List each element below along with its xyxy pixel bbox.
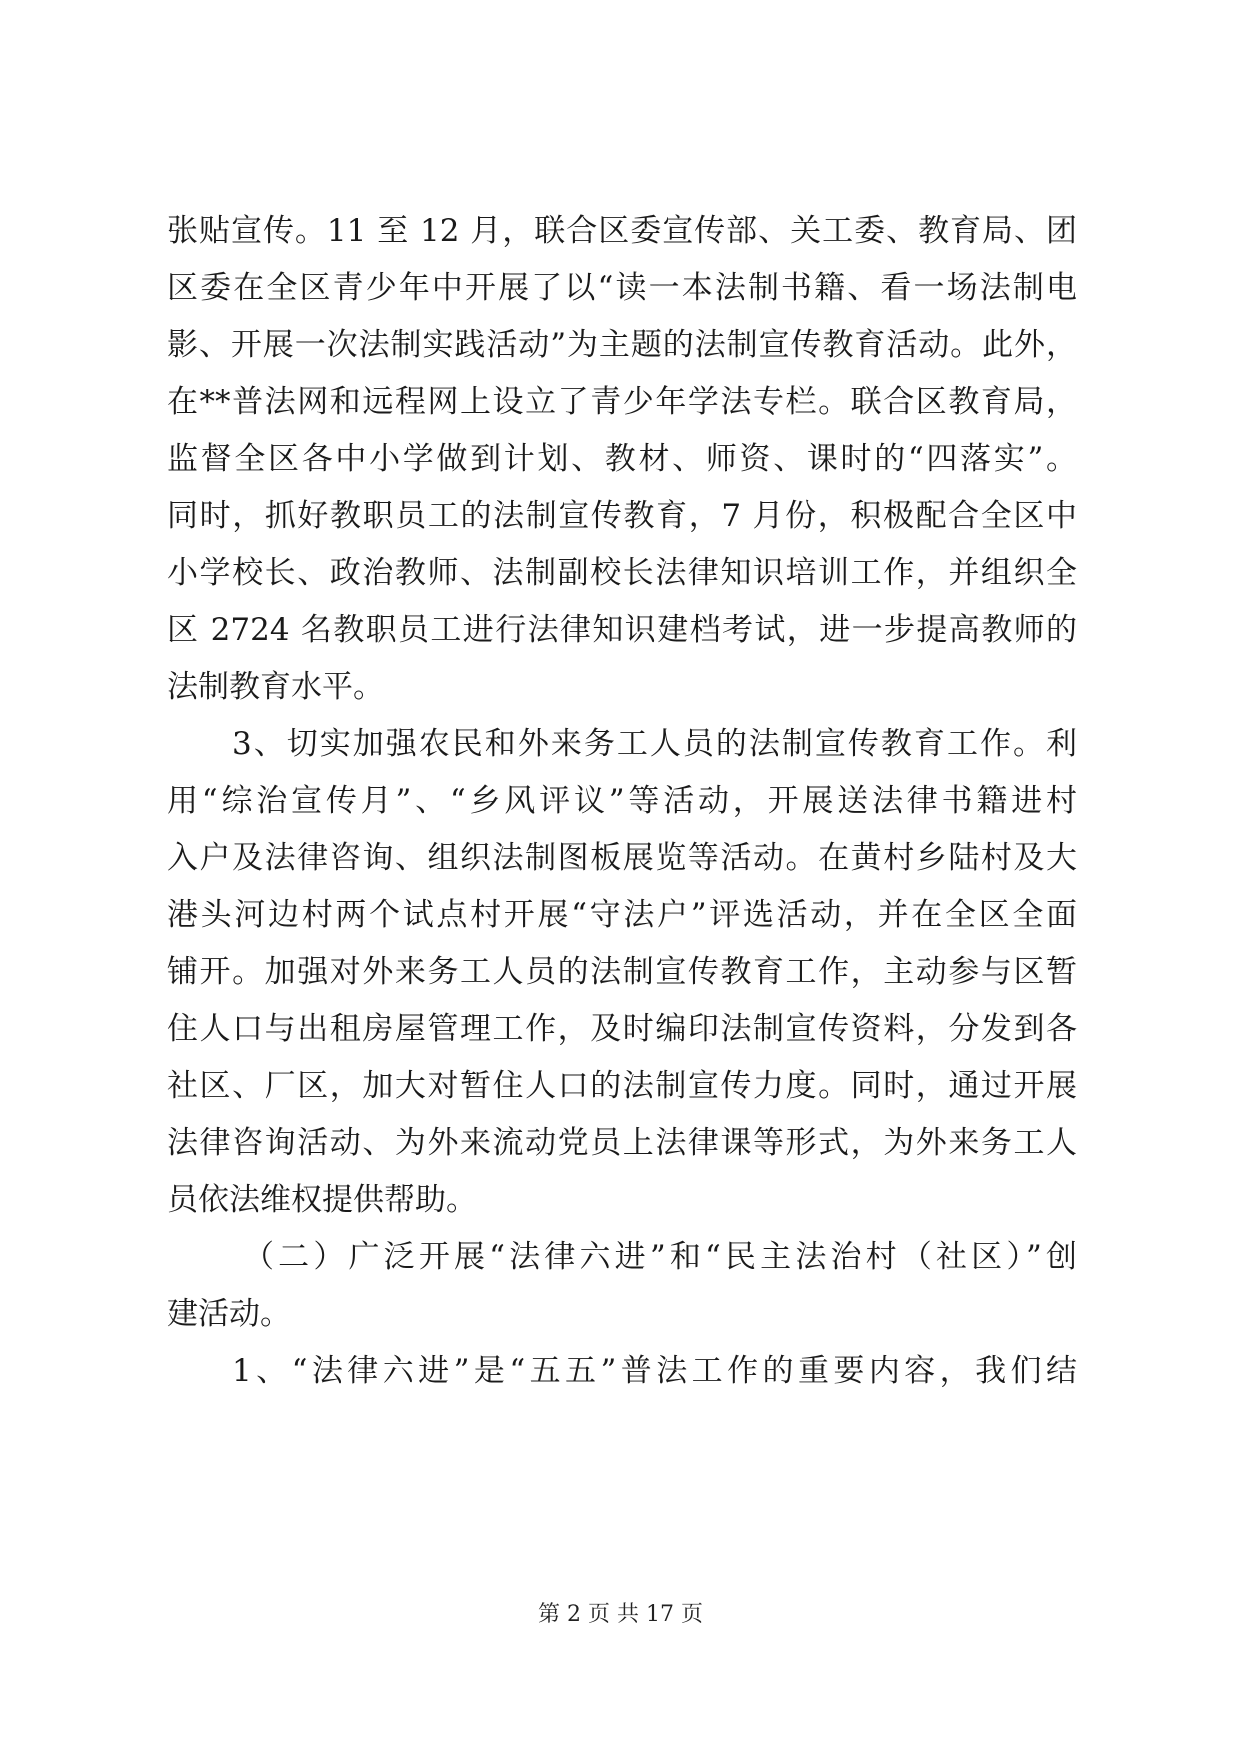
text-line: 港头河边村两个试点村开展“守法户”评选活动，并在全区全面 [167,897,1077,933]
text-line: 监督全区各中小学做到计划、教材、师资、课时的“四落实”。 [167,441,1077,477]
text-line: 小学校长、政治教师、法制副校长法律知识培训工作，并组织全 [167,555,1077,591]
paragraph-start-line: 3、切实加强农民和外来务工人员的法制宣传教育工作。利 [232,726,1077,762]
section-heading-line: 建活动。 [167,1296,291,1332]
text-line: 铺开。加强对外来务工人员的法制宣传教育工作，主动参与区暂 [167,954,1077,990]
paragraph-start-line: 1、“法律六进”是“五五”普法工作的重要内容，我们结 [232,1353,1077,1389]
text-line: 法制教育水平。 [167,669,384,705]
text-line: 在**普法网和远程网上设立了青少年学法专栏。联合区教育局， [167,384,1077,420]
text-line: 法律咨询活动、为外来流动党员上法律课等形式，为外来务工人 [167,1125,1077,1161]
text-line: 社区、厂区，加大对暂住人口的法制宣传力度。同时，通过开展 [167,1068,1077,1104]
text-line: 同时，抓好教职员工的法制宣传教育，7 月份，积极配合全区中 [167,498,1077,534]
text-line: 员依法维权提供帮助。 [167,1182,477,1218]
text-line: 用“综治宣传月”、“乡风评议”等活动，开展送法律书籍进村 [167,783,1077,819]
page-number-footer: 第 2 页 共 17 页 [538,1602,703,1627]
text-line: 区委在全区青少年中开展了以“读一本法制书籍、看一场法制电 [167,270,1077,306]
text-line: 住人口与出租房屋管理工作，及时编印法制宣传资料，分发到各 [167,1011,1077,1047]
section-heading-line: （二）广泛开展“法律六进”和“民主法治村（社区）”创 [243,1239,1077,1275]
text-line: 影、开展一次法制实践活动”为主题的法制宣传教育活动。此外， [167,327,1077,363]
text-line: 张贴宣传。11 至 12 月，联合区委宣传部、关工委、教育局、团 [167,213,1077,249]
text-line: 入户及法律咨询、组织法制图板展览等活动。在黄村乡陆村及大 [167,840,1077,876]
text-line: 区 2724 名教职员工进行法律知识建档考试，进一步提高教师的 [167,612,1077,648]
